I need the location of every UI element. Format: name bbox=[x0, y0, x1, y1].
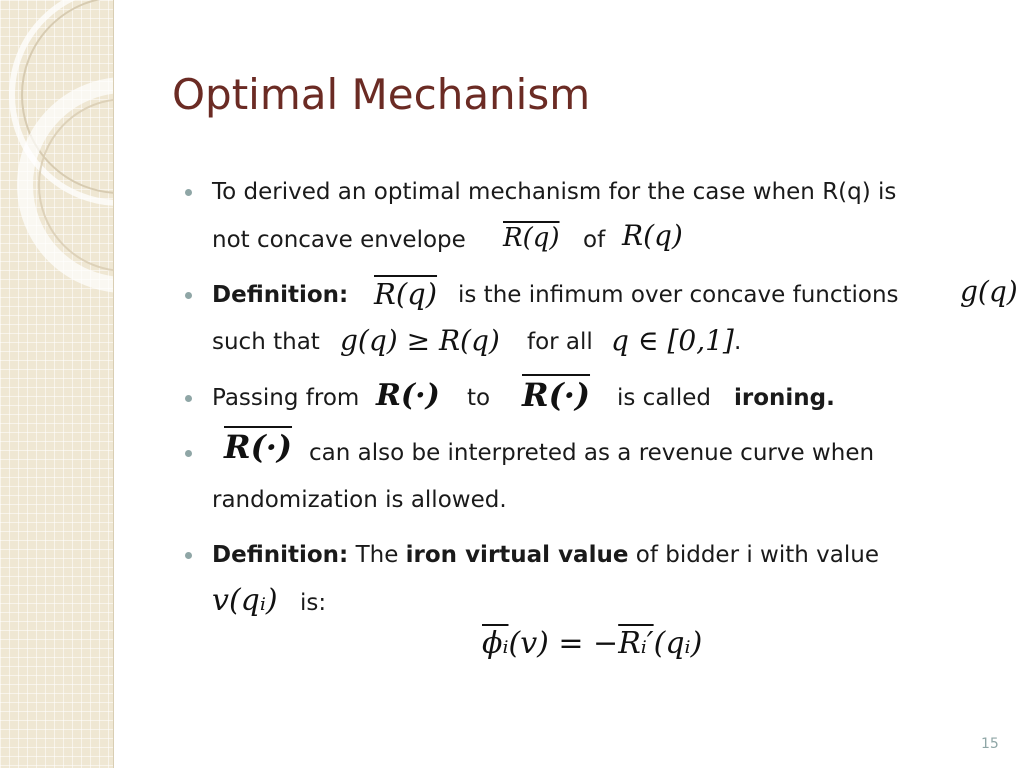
bullet-marker bbox=[185, 292, 192, 299]
math-g-q: g(q) bbox=[960, 275, 1018, 308]
math-r-q: R(q) bbox=[622, 219, 683, 252]
bullet4-line2: randomization is allowed. bbox=[212, 487, 507, 513]
decorative-circles bbox=[0, 0, 113, 768]
bullet-marker bbox=[185, 450, 192, 457]
page-number: 15 bbox=[981, 736, 999, 752]
decorative-sidebar bbox=[0, 0, 114, 768]
iron-virtual-value-term: iron virtual value bbox=[405, 542, 629, 568]
bullet2-such-that: such that bbox=[212, 329, 320, 355]
math-r-dot: R(·) bbox=[376, 378, 440, 413]
bullet5-line1 bbox=[212, 542, 879, 568]
bullet-marker bbox=[185, 395, 192, 402]
bullet1-line2-text: not concave envelope bbox=[212, 227, 466, 253]
bullet2-for-all: for all bbox=[527, 329, 593, 355]
bullet-marker bbox=[185, 552, 192, 559]
bullet4-text: can also be interpreted as a revenue curve when bbox=[309, 440, 875, 466]
bullet3-called: is called bbox=[617, 385, 711, 411]
bullet2-period: . bbox=[734, 329, 742, 355]
bullet5-the: The bbox=[355, 542, 399, 568]
formula-end: (qᵢ) bbox=[653, 626, 703, 661]
bullet1-line1: To derived an optimal mechanism for the case when R(q) is bbox=[212, 179, 897, 205]
bullet2-text: is the infimum over concave functions bbox=[458, 282, 899, 308]
bullet1-of: of bbox=[583, 227, 606, 253]
bullet3-text: Passing from bbox=[212, 385, 360, 411]
math-r-bar-dot: R(·) bbox=[522, 376, 591, 414]
definition-label: Definition: bbox=[212, 542, 349, 568]
formula-mid: (v) = − bbox=[508, 626, 619, 661]
math-r-bar-q: R(q) bbox=[503, 223, 560, 253]
definition-label: Definition: bbox=[212, 282, 349, 308]
slide-title: Optimal Mechanism bbox=[172, 70, 591, 119]
ironing-term: ironing. bbox=[734, 385, 835, 411]
math-q-in-interval: q ∈ [0,1] bbox=[611, 324, 734, 357]
math-v-qi: v(qᵢ) bbox=[212, 583, 278, 618]
math-r-bar-dot: R(·) bbox=[224, 428, 293, 466]
formula-phi-bar: $\overline{\phi ᵢ}$ bbox=[482, 626, 509, 661]
bullet3-to: to bbox=[467, 385, 491, 411]
bullet5-rest: of bidder i with value bbox=[635, 542, 879, 568]
bullet-marker bbox=[185, 189, 192, 196]
math-r-bar-q: R(q) bbox=[374, 277, 438, 311]
iron-virtual-value-formula bbox=[482, 626, 702, 661]
bullet5-is: is: bbox=[300, 590, 327, 616]
math-inequality: g(q) ≥ R(q) bbox=[340, 324, 500, 357]
formula-r-bar-prime: Rᵢ′ bbox=[618, 626, 654, 661]
